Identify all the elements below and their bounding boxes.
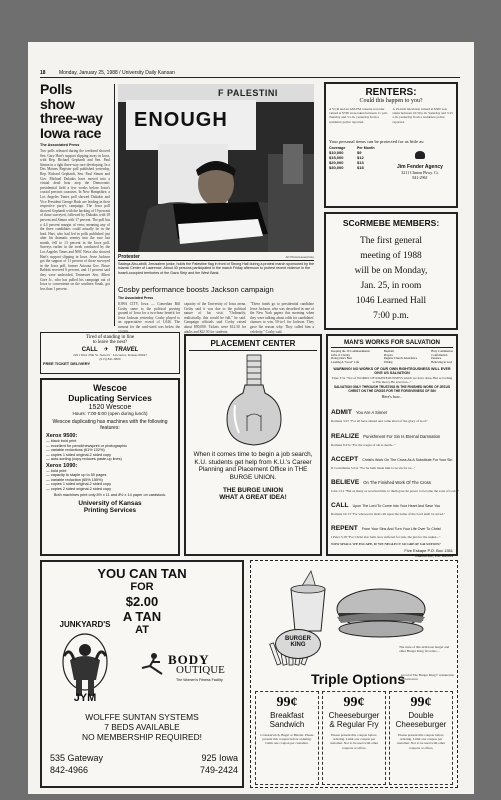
coupon-strip xyxy=(255,691,453,785)
renters-rate-table xyxy=(329,146,387,180)
travel-line-1: Tired of standing in line xyxy=(85,335,135,340)
salvation-step: REALIZE Punishment For Sin Is Eternal Damnation Romans 6:23a "For the wages of sin is death..." xyxy=(331,432,441,447)
renters-subtitle: Could this happen to you? xyxy=(359,98,423,104)
tan-line-5: AT xyxy=(135,624,149,636)
wescoe-subtitle: Duplicating Services xyxy=(68,393,152,403)
salvation-step: BELIEVE On The Finished Work Of The Cross John 1:12 "But as many as received him, to them gave he power to become the sons of God..." xyxy=(331,479,460,494)
wescoe-footer-2: Printing Services xyxy=(83,506,137,514)
feature-item: — variable reduction (65% 155%) xyxy=(46,477,103,482)
location-1 xyxy=(50,752,103,776)
placement-body: When it comes time to begin a job search, K.U. students get help from K.U.'s Career Planning and Placement Office in THE BURGE UNION. xyxy=(193,451,313,481)
travel-footer: FREE TICKET DELIVERY xyxy=(43,361,91,367)
dateline: Monday, January 25, 1988 / University Daily Kansan xyxy=(58,70,175,76)
rate-row: $15,000 $12 xyxy=(329,155,364,160)
cosby-byline: The Associated Press xyxy=(118,296,154,300)
location-2 xyxy=(188,752,238,776)
coupon-fine-print: Please present this coupon before ordering. Limit one coupon per customer. Not to be used with other coupons or offers. xyxy=(329,733,379,750)
scorembe-line: 1046 Learned Hall xyxy=(355,296,427,306)
boutique-word: OUTIQUE xyxy=(176,664,225,676)
coupon-breakfast[interactable] xyxy=(255,691,319,785)
work-item: Penance xyxy=(431,356,442,361)
travel-logo: TRAVEL xyxy=(114,346,139,353)
renters-item-1: A VCR and an AM-FM cassette recorder valued at $700 were taken between 11 p.m. Tuesday and 3 a.m. yesterday from a residence police reported. xyxy=(329,107,388,124)
burger-sub: Good at The Burger King® restaurants in Lawrence xyxy=(401,673,454,682)
renters-ad xyxy=(324,82,458,208)
agency-address: 3211 Clinton Pkwy. Ct. xyxy=(401,170,439,175)
work-item: Doing One's Best xyxy=(331,356,353,361)
work-item: Gifts of Charity xyxy=(331,352,350,357)
scorembe-line: Jan. 25, in room xyxy=(360,281,422,291)
burger-headline: Triple Options xyxy=(311,671,406,687)
work-item: Confirmation xyxy=(431,352,448,357)
scorembe-line: will be on Monday, xyxy=(354,266,428,276)
feature-item: — bold print xyxy=(46,468,67,473)
page-header xyxy=(40,70,460,76)
placement-footer-2: WHAT A GREAT IDEA! xyxy=(219,494,287,502)
work-item: Believing in God xyxy=(431,360,452,365)
wescoe-intro: Wescoe duplicating has machines with the following features: xyxy=(52,419,168,431)
wescoe-both: Both machines print only 8½ x 11 and 8½ x 14 paper on cardstock. xyxy=(53,493,167,497)
work-item: Baptism xyxy=(383,349,394,353)
travel-address: 2201 West 25th St. Suite D · Lawrence, Kansas 66047 xyxy=(73,353,147,357)
cosby-article xyxy=(118,285,314,334)
wescoe-title: Wescoe xyxy=(93,383,127,393)
coupon-price: 99¢ xyxy=(343,695,365,710)
feature-item: — copies 1 sided original-2 sided copy xyxy=(46,452,112,457)
polls-byline: The Associated Press xyxy=(40,143,80,147)
machine-2-features xyxy=(46,469,174,492)
cosby-col-2: capacity of the University of Iowa arena. Cosby said it was due to the political nature of his visit. "Ordinarily, realistically, this would be full," he said. Campaign officials said Cosby raised about $90,000. Tickets were $12.50 for adults and $22.50 for students. xyxy=(184,302,246,334)
work-item: Tithing xyxy=(383,360,393,365)
brand-bottom: KING xyxy=(290,642,306,648)
junkyard-jym-logo xyxy=(50,616,120,704)
sign-top-text: F PALESTINI xyxy=(218,88,278,98)
coupon-fine-print: Croissan'wich, Bagel or Biscuit. Please present this coupon before ordering. Limit one coupon per customer. xyxy=(260,733,314,746)
feature-item: — capacity to staple up to 50 pages xyxy=(46,473,107,477)
machine-1-name: Xerox 9500: xyxy=(46,433,78,439)
feature-item: — copies 1 sided original-2 sided copy xyxy=(46,482,112,486)
photo-credit: AP Photo/Laserphoto xyxy=(285,255,314,259)
wolffe-block xyxy=(46,712,238,742)
tan-ad xyxy=(40,560,244,788)
newspaper-page xyxy=(28,42,474,794)
salvation-steps xyxy=(331,401,460,540)
work-item: Prayers xyxy=(383,352,393,357)
location-2-address: 925 Iowa xyxy=(201,753,238,763)
work-item: Regular Church Attendance xyxy=(383,356,418,361)
salvation-step: REPENT From Your Sins And Turn Your Life Over To Christ I Peter 3:18 "For Christ also hath once suffered for sins, the just for the unjust..." xyxy=(331,525,441,540)
scorembe-ad xyxy=(324,212,458,330)
burger-king-logo xyxy=(275,629,321,659)
airplane-icon: ✈ xyxy=(103,347,109,353)
coupon-item: Double Cheeseburger xyxy=(395,711,447,729)
coupon-price: 99¢ xyxy=(276,695,298,710)
agency-block xyxy=(387,146,453,180)
agency-phone: 841-2961 xyxy=(412,175,428,180)
placement-footer-1: THE BURGE UNION xyxy=(222,487,283,495)
renters-item-2: A 19-inch television valued at $300 was taken between 10:30 p.m. Saturday and 3:15 a.m. yesterday from a residence police reported. xyxy=(392,107,453,124)
coupon-fine-print: Please present this coupon before ordering. Limit one coupon per customer. Not to be used with other coupons or offers. xyxy=(396,733,446,750)
rate-row: $30,000 $18 xyxy=(329,165,364,170)
location-1-address: 535 Gateway xyxy=(50,753,104,763)
coupon-item: Cheeseburger & Regular Fry xyxy=(328,711,380,729)
rate-row: $10,000 $9 xyxy=(329,150,362,155)
salvation-title: MAN'S WORKS FOR SALVATION xyxy=(331,339,453,348)
travel-phone: (913) 841-0800 xyxy=(99,357,121,362)
salvation-po: Five Eskape P.O. Box 1351 xyxy=(404,547,453,553)
salvation-only: SALVATION ONLY THROUGH TRUSTING IN THE FINISHED WORK OF JESUS CHRIST ON THE CROSS FOR THE FORGIVENESS OF SIN xyxy=(334,384,450,393)
burger-king-ad xyxy=(250,560,458,788)
wolffe-line-3: NO MEMBERSHIP REQUIRED! xyxy=(82,732,202,742)
body-word: BODY xyxy=(168,652,210,667)
feature-item: — copies 2 sided original-2 sided copy xyxy=(46,486,112,491)
cosby-col-3: "These funds go to presidential candidate Jesse Jackson, who was described in one of the New York papers this morning when they were talking about odds for candidates' chances to win, 50-to-1 for Jackson. They gave the reason why: They called him a celebrity," Cosby said. xyxy=(250,302,314,334)
scorembe-line: meeting of 1988 xyxy=(360,251,422,261)
renters-title: RENTERS: xyxy=(365,87,417,98)
location-2-phone: 749-2424 xyxy=(199,765,238,775)
salvation-step: CALL Upon The Lord To Come Into Your Heart And Save You Romans 10:13 "For whosoever shall call upon the name of the Lord shall be saved." xyxy=(331,502,446,517)
polls-body: Two polls released during the weekend showed Sen. Gary Hart's support slipping away in Iowa, with Rep. Richard Gephardt and Sen. Paul Simon in a tight three-way race developing. In a Des Moines Register poll published yesterday, Rep. Richard Gephardt, Sen. Paul Simon and Gov. Michael Dukakis have moved into a virtual dead heat atop the Democratic presidential field a few weeks before Iowa's crucial precinct caucuses. In New Hampshire, a Los Angeles Times poll showed Dukakis and Vice President George Bush are leading in their respective party's campaign. The Iowa poll showed Gephardt with the backing of 19 percent of those surveyed, followed by Dukakis with 18 percent and Simon with 17 percent. The poll has a 4.4 percent margin of error, meaning any of the three candidates could actually be in the lead. Hart, who had led in polls published just after his dramatic reentry into the race last month, fell to 13 percent in the Iowa poll. Surveys earlier in the week conducted by the Los Angeles Times and NBC News also showed Hart's support slipping in Iowa. Jesse Jackson got the support of 11 percent of those surveyed in the Iowa poll, former Arizona Gov. Bruce Babbitt received 6 percent, and 11 percent said they were undecided. Tennessee Sen. Albert Gore Jr., who has pulled his campaign out of Iowa to concentrate on the southern South, got less than 1 percent. xyxy=(40,149,110,291)
coupon-double-cheeseburger[interactable] xyxy=(389,691,453,785)
tan-line-4: A TAN xyxy=(122,609,162,624)
machine-2-name: Xerox 1090: xyxy=(46,462,78,469)
work-item: Holy Communion xyxy=(431,349,453,353)
travel-ad xyxy=(40,332,180,374)
sign-main-text: ENOUGH xyxy=(134,109,228,131)
wescoe-room: 1520 Wescoe xyxy=(88,404,132,411)
photo-caption: Sadeqa Abu-abdil, Jerusalem junior, holds the Palestine flag in front of Strong Hall during a protest march sponsored by the Islamic Center of Lawrence. About 40 persons participated in the march Friday afternoon to protest recent violence in the Israeli-occupied territories of the Gaza Strip and the West Bank. xyxy=(118,262,314,275)
salvation-step: ADMIT You Are A Sinner Romans 3:23 "For all have sinned and come short of the glory of God." xyxy=(331,409,428,424)
feature-item: — variable reductions (61% 102%) xyxy=(46,448,105,452)
travel-call: CALL xyxy=(81,346,98,353)
cosby-col-1: IOWA CITY, Iowa — Comedian Bill Cosby came to the political proving ground of Iowa for a two-hour benefit for Jesse Jackson yesterday. Cosby played to an appreciative crowd of 1,046. The turnout for the card-sized was below the xyxy=(118,302,180,329)
boutique-subtitle: The Women's Fitness Facility xyxy=(176,678,223,682)
coupon-price: 99¢ xyxy=(410,695,432,710)
salvation-city: Lawrence, Ks. 66044 xyxy=(415,552,453,558)
promo-note: The taste of this delicious burger and other Burger King favorites ... xyxy=(399,645,450,654)
work-item: Leading A "Good" Life xyxy=(331,360,360,365)
scorembe-body xyxy=(330,234,452,324)
wescoe-hours: Hours: 7:00-5:00 (open during lunch) xyxy=(72,411,148,416)
bodybuilder-icon xyxy=(50,616,120,704)
salvation-closing: NOW SHALL WE ESCAPE, IF WE NEGLECT SO GREAT SALVATION? xyxy=(331,541,441,546)
lightbulb-icon xyxy=(189,355,319,447)
rate-header-coverage: Coverage xyxy=(329,146,346,150)
work-item: Keeping the 10 Commandments xyxy=(331,349,370,353)
photo-label: Protester xyxy=(118,254,140,260)
salvation-here: Here's how... xyxy=(381,394,403,400)
rate-header-month: Per Month xyxy=(357,146,375,150)
salvation-warning: WARNING! NO WORKS OF OUR OWN RIGHTEOUSNESS WILL EVER GIVE US SALVATION xyxy=(333,366,451,376)
body-boutique-logo xyxy=(136,652,240,688)
location-1-phone: 842-4966 xyxy=(50,765,89,775)
protester-photo xyxy=(118,84,314,252)
scorembe-line: 7:00 p.m. xyxy=(373,311,409,321)
renters-protect-line: Your personal items can be protected for as little as: xyxy=(329,139,425,144)
cosby-headline: Cosby performance boosts Jackson campaign xyxy=(118,285,274,294)
tan-line-3: $2.00 xyxy=(125,594,159,609)
page-number: 18 xyxy=(40,70,46,76)
wolffe-line-2: 7 BEDS AVAILABLE xyxy=(104,722,180,732)
coupon-cheeseburger-fry[interactable] xyxy=(322,691,386,785)
feature-item: — auto-sorting (copy reduces paste-up lines) xyxy=(46,457,122,461)
rate-row: $20,000 $13 xyxy=(329,160,364,165)
runner-icon xyxy=(136,652,166,676)
wescoe-footer-1: University of Kansas xyxy=(78,499,142,507)
feature-item: — black bold print xyxy=(46,439,77,443)
umbrella-icon xyxy=(415,151,425,159)
coupon-item: Breakfast Sandwich xyxy=(269,711,305,729)
agency-name: Jim Fender Agency xyxy=(397,164,443,170)
works-list xyxy=(331,350,453,365)
machine-1-features xyxy=(46,439,174,462)
scorembe-title: SCoRMEBE MEMBERS: xyxy=(342,218,440,228)
gym-bottom-text: JYM xyxy=(73,692,97,704)
polls-headline: Polls show three-way Iowa race xyxy=(40,81,103,141)
salvation-titus: Titus 3:5a "Not of WORKS OF RIGHTEOUSNESS which we have done, But according to His mercy He saved us..." xyxy=(331,376,453,385)
placement-title: PLACEMENT CENTER xyxy=(189,339,317,351)
gym-top-text: JUNKYARD'S xyxy=(59,620,111,629)
tan-line-1: YOU CAN TAN xyxy=(97,566,187,581)
placement-ad xyxy=(184,334,322,556)
travel-line-2: to leave the nest? xyxy=(92,340,128,345)
brand-top: BURGER xyxy=(284,636,311,642)
wolffe-line-1: WOLFFE SUNTAN SYSTEMS xyxy=(85,712,199,722)
tan-line-2: FOR xyxy=(130,581,154,593)
scorembe-line: The first general xyxy=(360,236,422,246)
salvation-step: ACCEPT Christ's Work On The Cross As A Substitute For Your Sin II Corinthians 5:21a "For he hath made him to be sin for us..." xyxy=(331,455,453,470)
wescoe-ad xyxy=(40,378,180,556)
salvation-ad xyxy=(326,334,458,556)
feature-item: — excellent for pencil/newsprint or photographic xyxy=(46,443,128,448)
